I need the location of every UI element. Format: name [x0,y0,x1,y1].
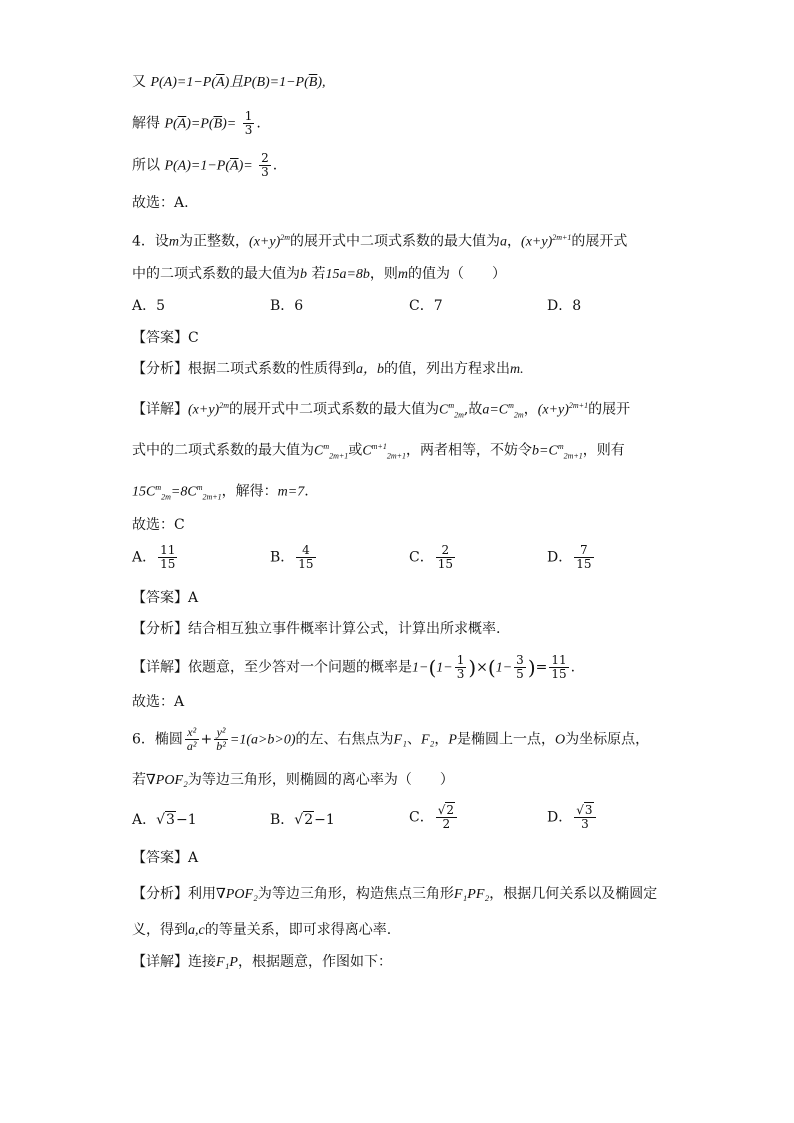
answer: 【答案】C [132,330,199,346]
math: )=P( [186,116,214,132]
text-line: 解得 $P(\overline{A})=P(\overline{B})=$ $\frac{1}{3}$ . [132,109,261,137]
question-6: 6．椭圆 $\frac{\text{x²}}{\text{a²}}$ + $\frac{\text{y²}}{\text{b²}}$ =1(a>b>0)的左、右焦点为F₁、F₂，P是椭圆上一点，O为坐标原点， [132,725,650,753]
option-a: A． $\frac{11}{15}$ [132,543,176,571]
answer: 【答案】A [132,590,199,606]
option-b: B． $\frac{4}{15}$ [270,543,314,571]
text: 又 [132,74,146,90]
math: $\overline{B}$ [308,75,318,90]
fraction: $\frac{1}{3}$ [244,109,253,137]
option-b: B．√2−1 [270,812,335,828]
math: $\overline{A}$ [216,75,225,90]
math: ), [317,75,326,90]
option-d: D．8 [547,298,582,314]
option-d: D． $\frac{√3}{3}$ [547,804,598,831]
detail: 【详解】依题意，至少答对一个问题的概率是1−(1− $\frac{1}{3}$ )×(1− $\frac{3}{5}$ )= $\frac{11}{15}$ . [132,653,576,681]
fraction: $\frac{2}{3}$ [261,151,269,179]
question-4: 4．设m为正整数，$(x+y)^{2m}$的展开式中二项式系数的最大值为a，$(x+y)^{2m+1}$的展开式 [132,233,628,250]
option-c: C． $\frac{√2}{2}$ [409,804,459,831]
analysis: 【分析】利用∇POF₂为等边三角形，构造焦点三角形F₁PF₂，根据几何关系以及椭圆定 [132,886,658,902]
option-d: D． $\frac{7}{15}$ [547,543,592,571]
option-b: B．6 [270,298,304,314]
math: )= [238,158,253,174]
answer: 【答案】A [132,850,199,866]
text: 解得 [132,115,160,132]
text-line: 所以 $P(A)=1-P(\overline{A})=$ $\frac{2}{3}$ . [132,151,278,179]
math: P(A)=1−P( [150,75,216,90]
option-a: A．√3−1 [132,812,197,828]
text-line [132,72,326,93]
math: $\overline{A}$ [230,158,239,174]
selection: 故选：C [132,517,185,533]
analysis: 【分析】根据二项式系数的性质得到a，b的值，列出方程求出m. [132,361,524,377]
option-c: C． $\frac{2}{15}$ [409,543,453,571]
text-line: 故选：A. [132,195,189,211]
math: )且P(B)=1−P( [224,75,309,90]
selection: 故选：A [132,694,185,710]
detail-line2: 式中的二项式系数的最大值为$C^m_{2m+1}$或$C^{m+1}_{2m+1}$，两者相等，不妨令$b=C^m_{2m+1}$，则有 [132,442,625,461]
math: )= [222,116,237,132]
math: $\overline{A}$ [177,116,187,132]
question-6-line2: 若∇POF₂为等边三角形，则椭圆的离心率为（ ） [132,772,454,788]
text: 所以 [132,157,160,174]
analysis-line2: 义，得到a,c的等量关系，即可求得离心率. [132,922,392,938]
math: P(A)=1−P( [164,158,230,174]
option-a: A．5 [132,298,166,314]
detail-line3: $15C^m_{2m}=8C^m_{2m+1}$，解得：m=7. [132,483,309,502]
analysis: 【分析】结合相互独立事件概率计算公式，计算出所求概率. [132,621,501,637]
detail: 【详解】$(x+y)^{2m}$的展开式中二项式系数的最大值为$C^m_{2m}$,故$a=C^m_{2m}$，$(x+y)^{2m+1}$的展开 [132,401,631,420]
math: P( [164,116,178,132]
math: $\overline{B}$ [213,116,223,132]
question-4-line2: 中的二项式系数的最大值为b 若15a=8b，则m的值为（ ） [132,266,507,282]
option-c: C．7 [409,298,443,314]
detail: 【详解】连接F₁P，根据题意，作图如下： [132,954,392,970]
